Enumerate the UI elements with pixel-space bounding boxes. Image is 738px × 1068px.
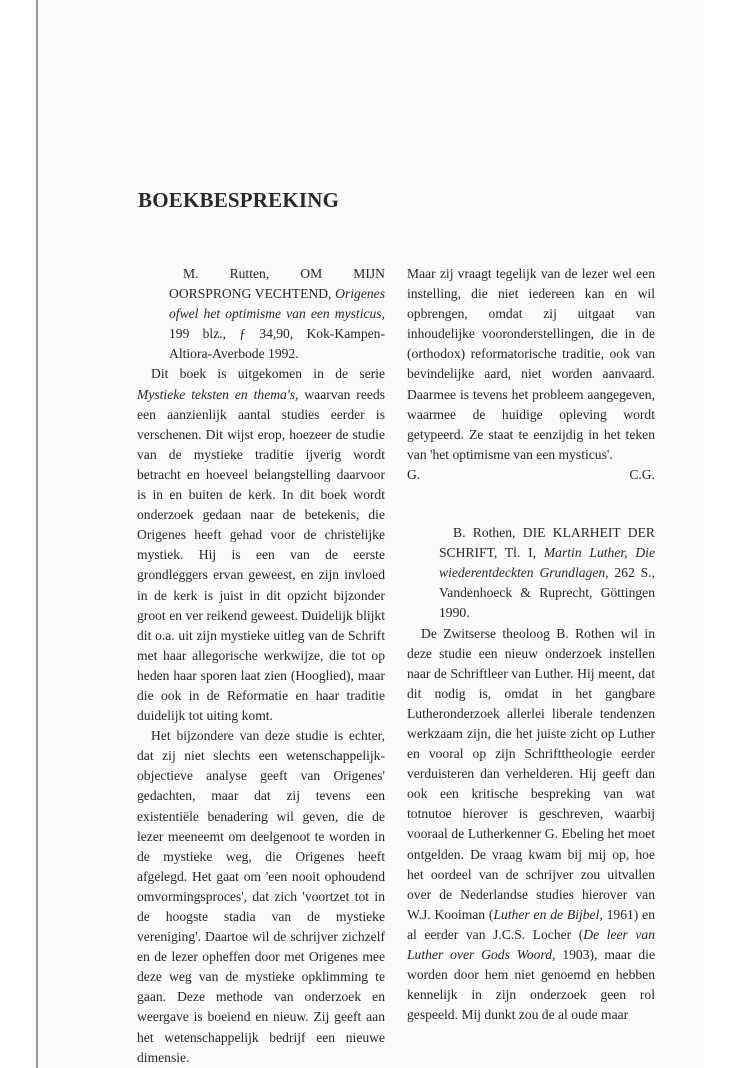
reviewer-initial-left: G. (407, 466, 421, 482)
page-title: BOEKBESPREKING (138, 188, 340, 212)
cited-title: Luther en de Bijbel, (493, 906, 603, 922)
review1-paragraph-1 (137, 364, 385, 726)
page-sheet (36, 0, 704, 1068)
review2-details: 262 S., Vandenhoeck & Ruprecht, Göttingen 1990. (439, 565, 655, 621)
text-run: 1961) en al eerder van J.C.S. Locher ( (407, 906, 655, 942)
review2-subtitle: Martin Luther, Die wiederentdeckten Grundlagen, (439, 545, 655, 581)
review2-author-title: B. Rothen, DIE KLARHEIT DER SCHRIFT, Tl. I, (439, 525, 655, 561)
text-run: 1903), maar die worden door hem niet genoemd en hebben kennelijk in zijn onderzoek geen rol gespeeld. Mij dunkt zou de al oude maar (407, 947, 655, 1023)
left-column (137, 264, 385, 1068)
review2-bibliography (407, 523, 655, 623)
cited-title: De leer van Luther over Gods Woord, (407, 926, 655, 962)
text-run: waarvan reeds een aanzienlijk aantal studies eerder is verschenen. Dit wijst erop, hoezeer de studie van de mystieke traditie ijverig wordt betracht en hoeveel belangstelling daarvoor is in en buiten de kerk. In dit boek wordt onderzoek gedaan naar de betekenis, die Origenes heeft gehad voor de christelijke mystiek. Hij is een van de eerste grondleggers ervan geweest, en zijn invloed in de kerk is juist in dit opzicht bijzonder groot en ver reikend geweest. Duidelijk blijkt dit o.a. uit zijn mystieke uitleg van de Schrift met haar allegorische werkwijze, die tot op heden haar sporen laat zien (Hooglied), maar die ook in de Reformatie en haar traditie duidelijk tot uiting komt. (137, 386, 385, 724)
text-run: De Zwitserse theoloog B. Rothen wil in deze studie een nieuw onderzoek instellen naar de Schriftleer van Luther. Hij meent, dat dit nodig is, omdat in het gangbare Lutheronderzoek allerlei liberale tendenzen werkzaam zijn, die het juiste zicht op Luther en vooral op zijn Schrifttheologie eerder verduisteren dan verhelderen. Hij geeft dan ook een kritische bespreking van wat totnutoe hierover is geschreven, waarbij vooraal de Lutherkenner G. Ebeling het moet ontgelden. De vraag kwam bij mij op, hoe het oordeel van de schrijver zou uitvallen over de Nederlandse studies hierover van W.J. Kooiman ( (407, 625, 655, 922)
review1-author-title: M. Rutten, OM MIJN OORSPRONG VECHTEND, (169, 266, 385, 302)
review1-signoff (407, 465, 655, 485)
review1-bibliography (137, 264, 385, 364)
review1-details: 199 blz., ƒ 34,90, Kok-Kampen-Altiora-Averbode 1992. (169, 326, 385, 362)
reviewer-initials-right: C.G. (629, 466, 655, 482)
review1-paragraph-3: Maar zij vraagt tegelijk van de lezer wel een instelling, die niet iedereen kan en wil opbrengen, omdat zij uitgaat van inhoudelijke vooronderstellingen, die in de (orthodox) reformatorische traditie, ook van bevindelijke aard, niet worden aanvaard. Daarmee is tevens het probleem aangegeven, waarmee de huidige opleving wordt getypeerd. Ze staat te eenzijdig in het teken van 'het optimisme van een mysticus'. (407, 266, 655, 462)
series-title: Mystieke teksten en thema's, (137, 386, 299, 402)
text-run: Dit boek is uitgekomen in de serie (151, 366, 385, 382)
review2-paragraph-1 (407, 624, 655, 1026)
right-column (407, 264, 655, 1025)
review1-paragraph-2: Het bijzondere van deze studie is echter, dat zij niet slechts een wetenschappelijk-objectieve analyse geeft van Origenes' gedachten, maar dat zij tevens een existentiële benadering wil geven, die de lezer meeneemt om deelgenoot te worden in de mystieke weg, die Origenes heeft afgelegd. Het gaat om 'een nooit ophoudend omvormingsproces', dat zich 'voortzet tot in de hoogste stadia van de mystieke vereniging'. Daartoe wil de schrijver zichzelf en de lezer opheffen door met Origenes mee deze weg van de mystieke opklimming te gaan. Deze methode van onderzoek en weergave is boeiend en nieuw. Zij geeft aan het wetenschappelijk bedrijf een nieuwe dimensie. (137, 728, 385, 1065)
review1-subtitle: Origenes ofwel het optimisme van een mysticus, (169, 286, 385, 322)
